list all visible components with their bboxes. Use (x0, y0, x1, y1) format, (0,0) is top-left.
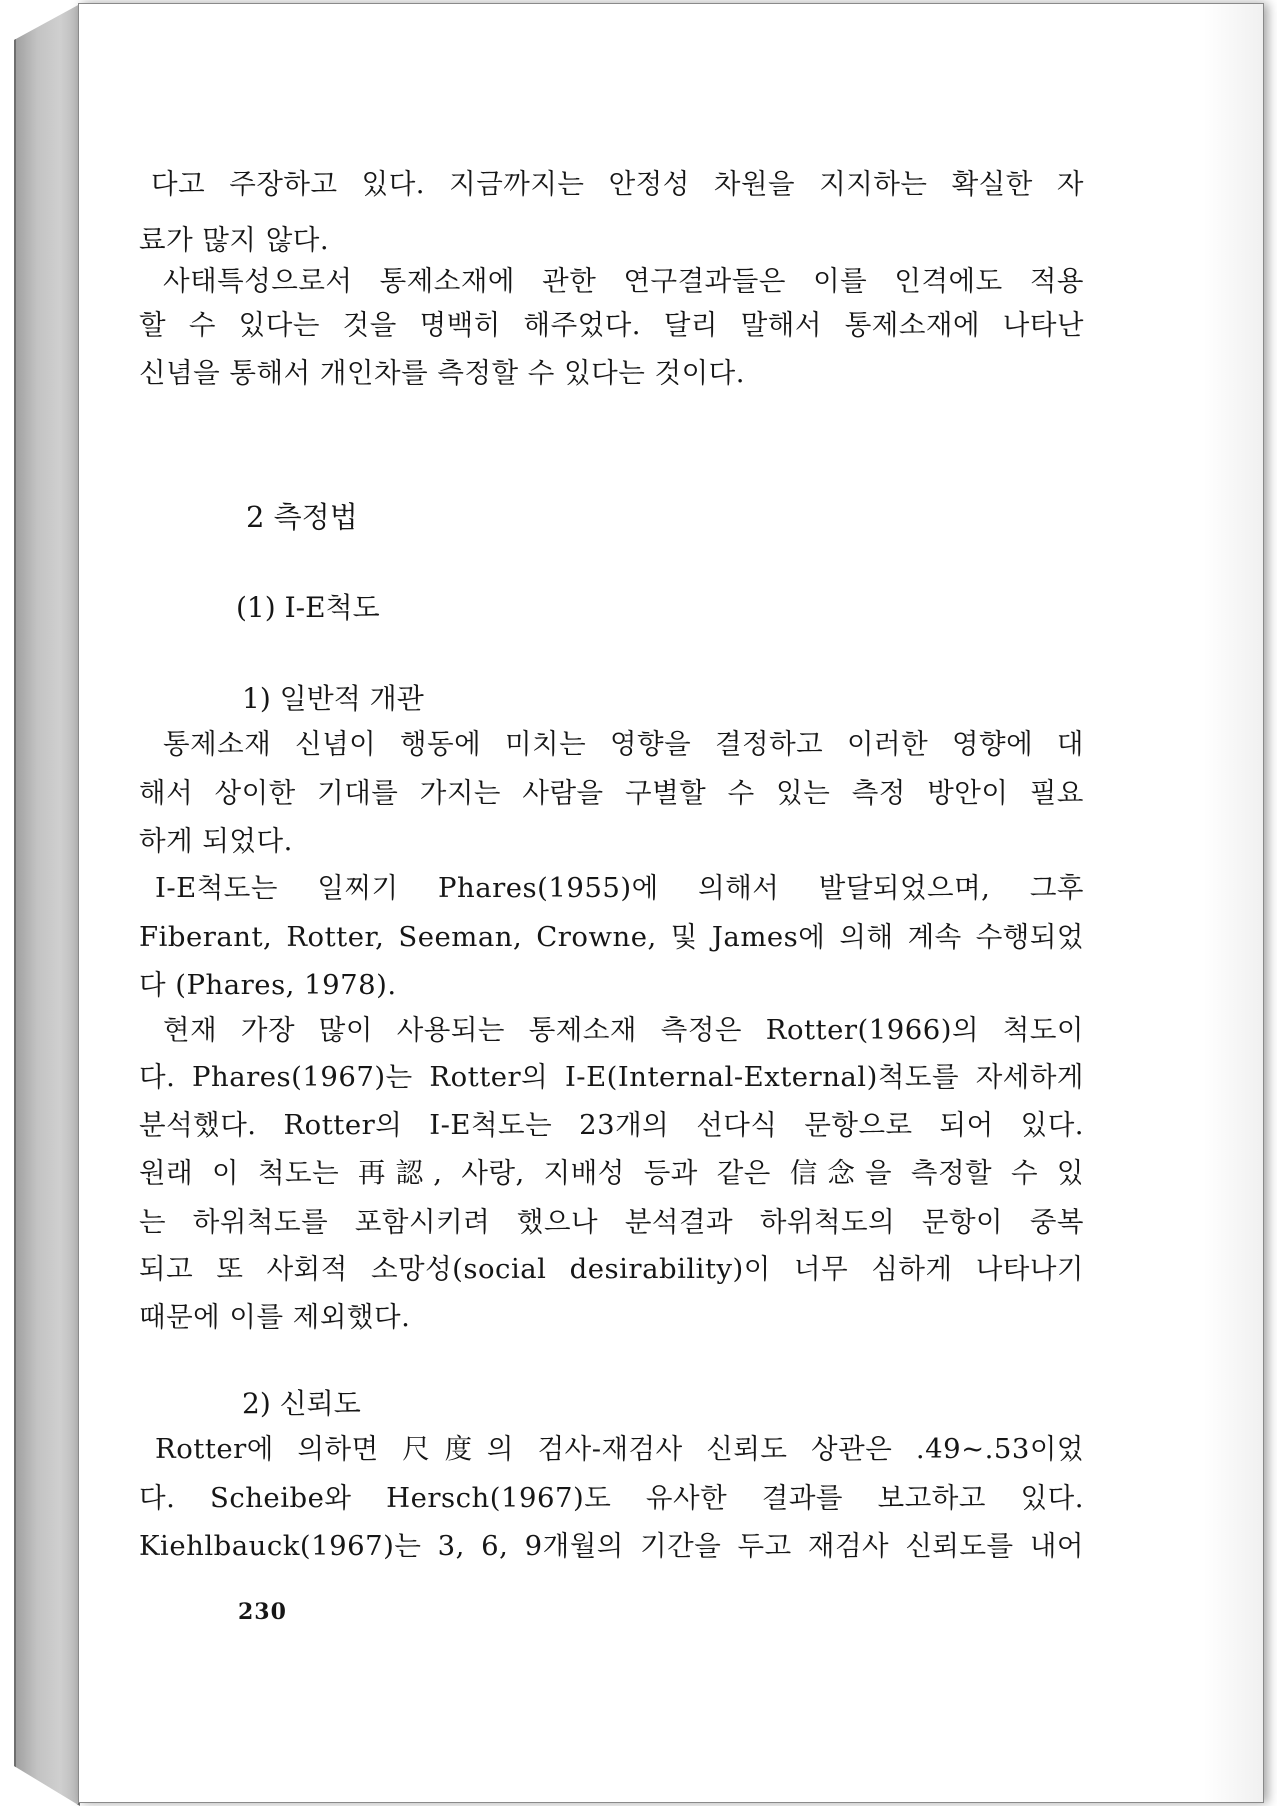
text-line: 다. Phares(1967)는 Rotter의 I-E(Internal-External)척도를 자세하게 (139, 1061, 1084, 1093)
text-line: 하게 되었다. (139, 825, 293, 857)
page-number: 230 (238, 1599, 287, 1625)
section-heading: 2 측정법 (246, 500, 358, 534)
subsection-heading-2: 2) 신뢰도 (242, 1387, 361, 1420)
text-line: 다. Scheibe와 Hersch(1967)도 유사한 결과를 보고하고 있다. (139, 1482, 1084, 1514)
text-line: 현재 가장 많이 사용되는 통제소재 측정은 Rotter(1966)의 척도이 (163, 1014, 1084, 1046)
subsection-heading-1: 1) 일반적 개관 (242, 682, 424, 715)
text-line: 해서 상이한 기대를 가지는 사람을 구별할 수 있는 측정 방안이 필요 (139, 777, 1084, 809)
text-line: 는 하위척도를 포함시키려 했으나 분석결과 하위척도의 문항이 중복 (139, 1206, 1084, 1238)
text-line: 료가 많지 않다. (139, 224, 330, 256)
text-line: Fiberant, Rotter, Seeman, Crowne, 및 James에 의해 계속 수행되었 (139, 921, 1084, 953)
text-line: 다 (Phares, 1978). (139, 969, 397, 1001)
text-line: 할 수 있다는 것을 명백히 해주었다. 달리 말해서 통제소재에 나타난 (139, 309, 1084, 341)
text-line: 다고 주장하고 있다. 지금까지는 안정성 차원을 지지하는 확실한 자 (151, 168, 1084, 200)
text-line: 사태특성으로서 통제소재에 관한 연구결과들은 이를 인격에도 적용 (163, 265, 1084, 297)
book-spine-edge (14, 0, 80, 1806)
text-line: 되고 또 사회적 소망성(social desirability)이 너무 심하게 나타나기 (139, 1253, 1084, 1285)
text-line: 통제소재 신념이 행동에 미치는 영향을 결정하고 이러한 영향에 대 (163, 728, 1084, 760)
subsection-heading: (1) I-E척도 (236, 591, 380, 624)
text-line: 때문에 이를 제외했다. (139, 1301, 411, 1333)
text-line: 분석했다. Rotter의 I-E척도는 23개의 선다식 문항으로 되어 있다. (139, 1109, 1084, 1141)
text-line: Kiehlbauck(1967)는 3, 6, 9개월의 기간을 두고 재검사 신뢰도를 내어 (139, 1530, 1084, 1562)
text-line: Rotter에 의하면 尺度의 검사-재검사 신뢰도 상관은 .49~.53이었 (155, 1433, 1084, 1465)
text-line: 신념을 통해서 개인차를 측정할 수 있다는 것이다. (139, 357, 745, 389)
page-shade (1203, 4, 1263, 1802)
text-line: I-E척도는 일찌기 Phares(1955)에 의해서 발달되었으며, 그후 (155, 872, 1084, 904)
text-line: 원래 이 척도는 再認, 사랑, 지배성 등과 같은 信念을 측정할 수 있 (139, 1157, 1084, 1189)
